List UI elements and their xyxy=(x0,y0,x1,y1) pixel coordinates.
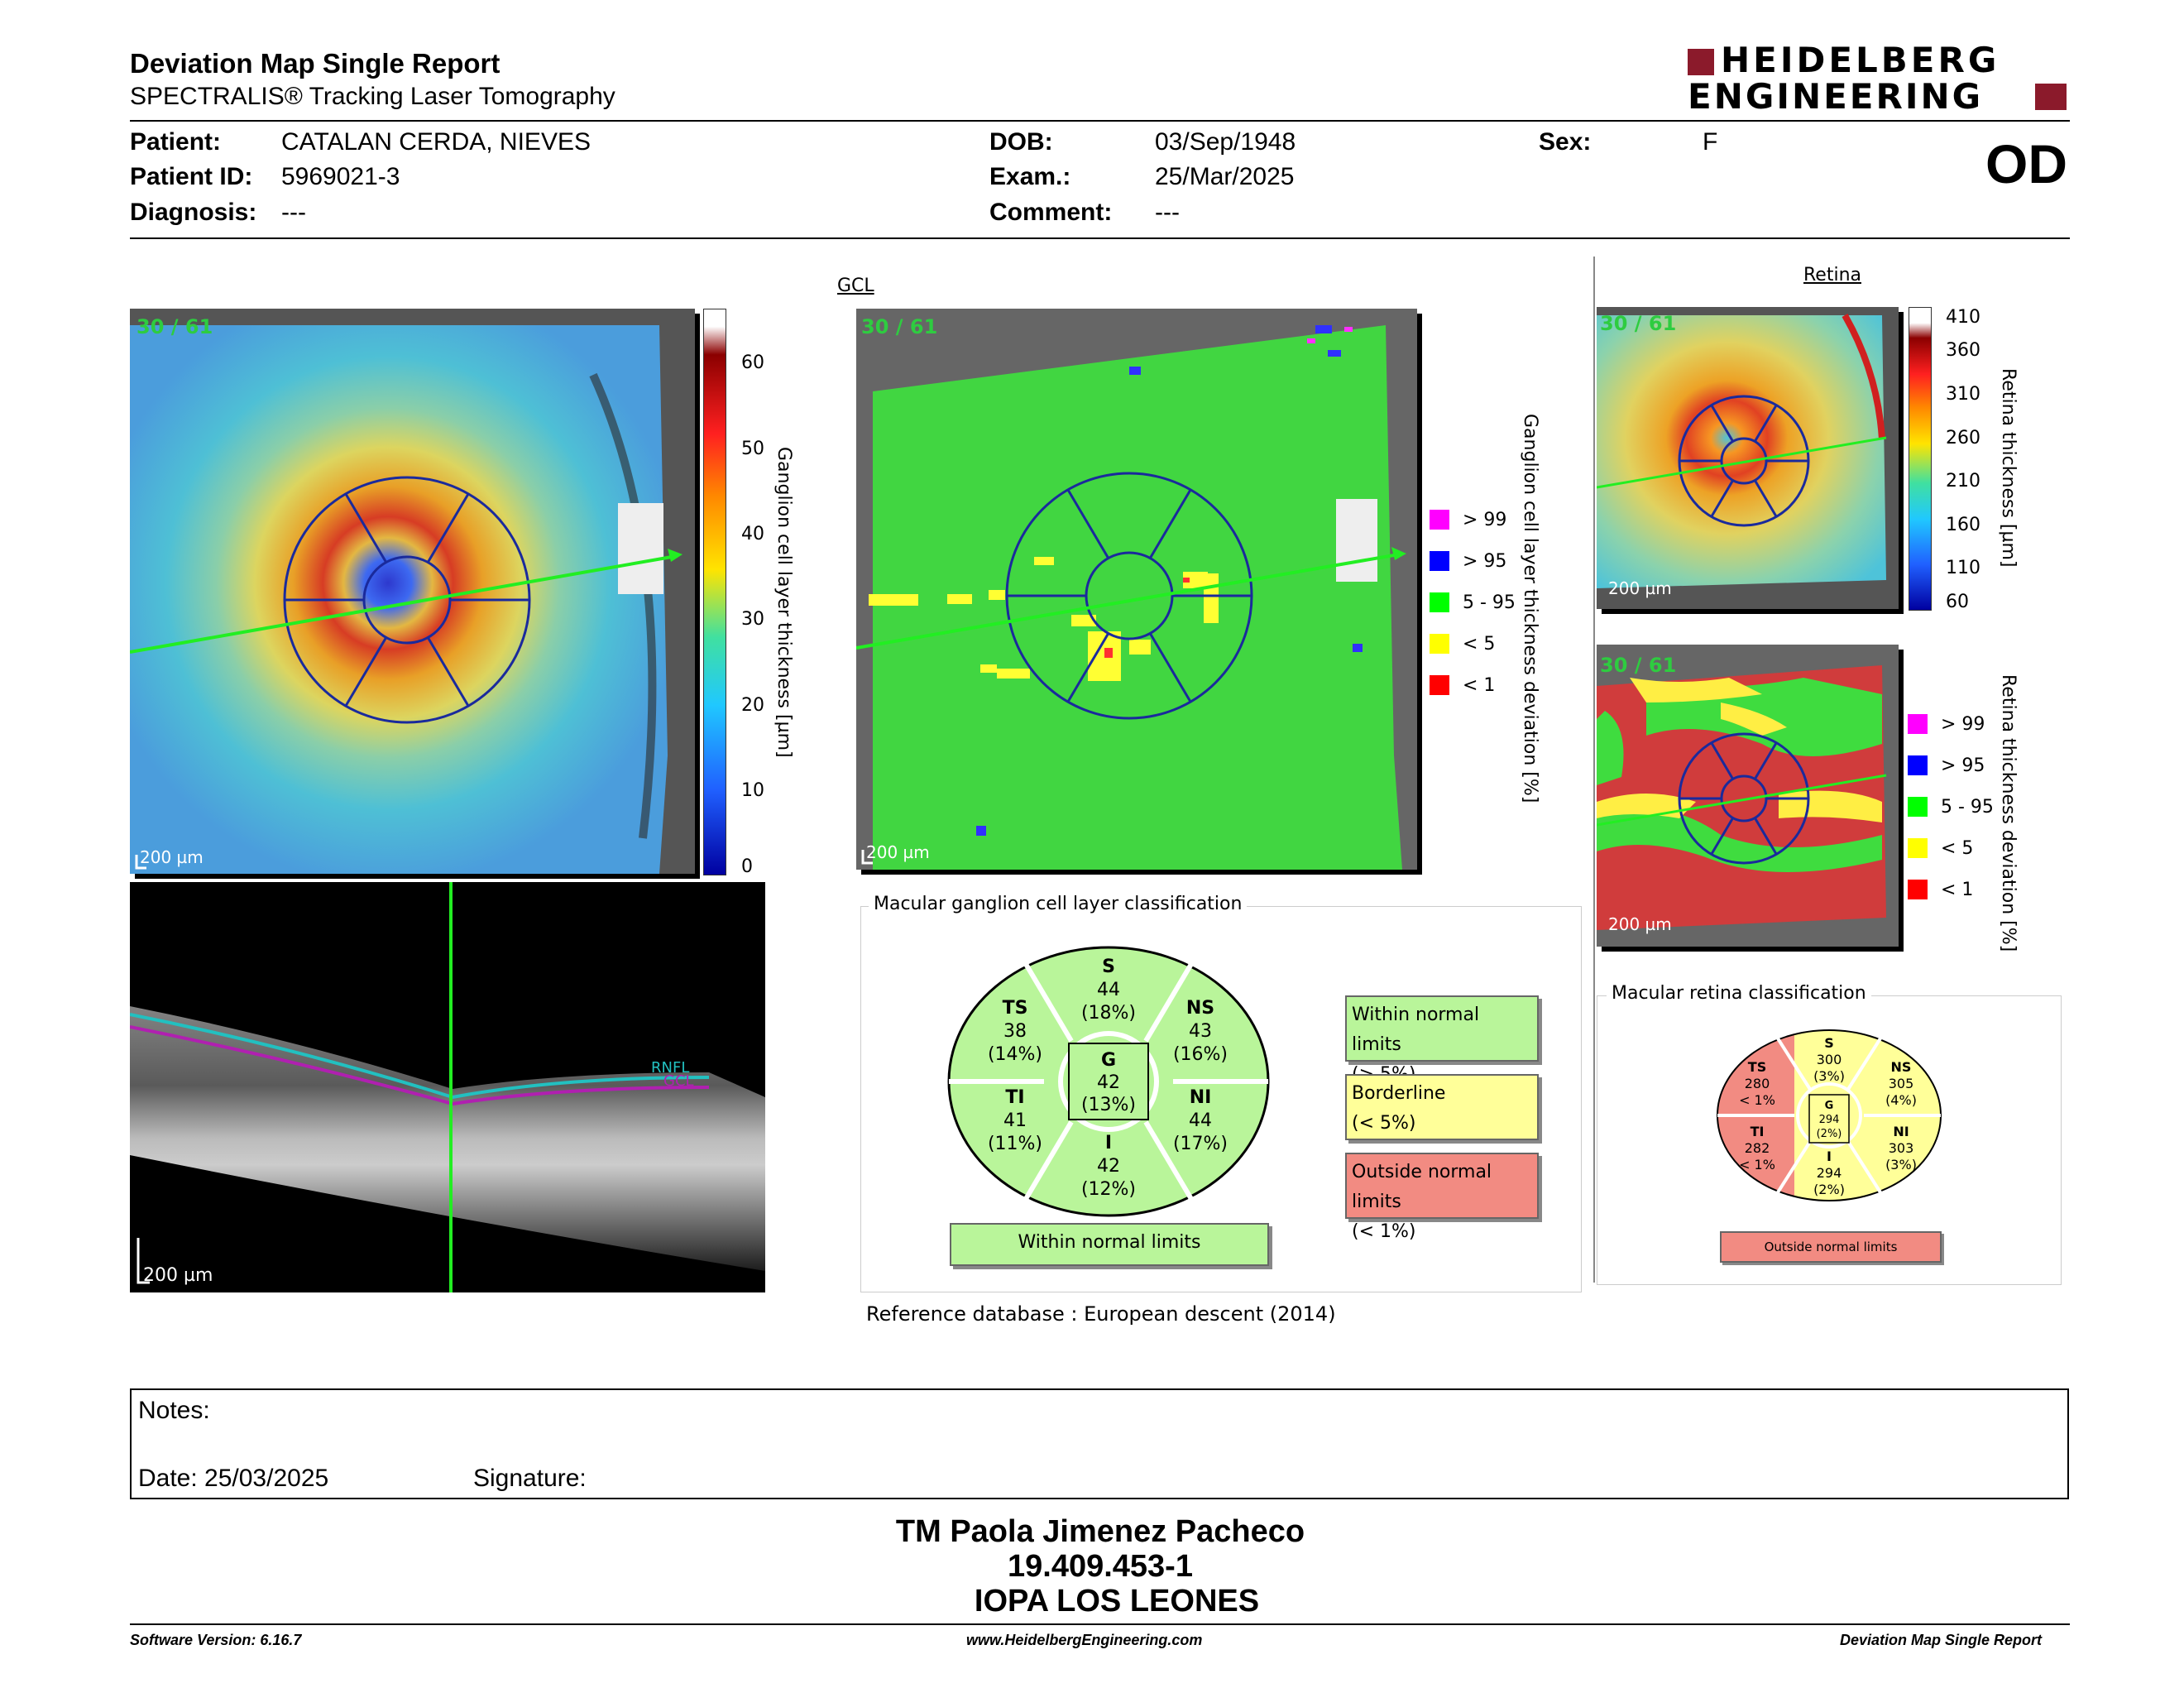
gcl-thickness-image xyxy=(130,309,695,874)
heidelberg-logo xyxy=(1688,40,2068,117)
notes-signature: Signature: xyxy=(473,1465,587,1492)
gcl-sector-s-value: 44 xyxy=(1097,980,1120,1000)
key-borderline xyxy=(1345,1074,1539,1140)
ret-sector-ts-value: 280 xyxy=(1744,1076,1770,1091)
gcl-deviation-map[interactable] xyxy=(856,309,1417,870)
legend-swatch xyxy=(1430,592,1449,612)
gcl-sector-ti-pct: (11%) xyxy=(987,1134,1043,1154)
patient-label: Patient: xyxy=(130,128,222,156)
legend-label: < 5 xyxy=(1941,837,1974,859)
legend-swatch xyxy=(1908,714,1928,734)
gcl-sector-i-name: I xyxy=(1104,1133,1113,1153)
gcl-sector-ns-pct: (16%) xyxy=(1172,1044,1228,1065)
signer-institution: IOPA LOS LEONES xyxy=(974,1584,1260,1618)
logo-line-1: HEIDELBERG xyxy=(1721,40,2000,80)
ret-sector-ns-name: NS xyxy=(1890,1059,1912,1075)
report-subtitle: SPECTRALIS® Tracking Laser Tomography xyxy=(130,83,615,110)
signer-rut: 19.409.453-1 xyxy=(1008,1549,1193,1584)
legend-label: > 99 xyxy=(1463,509,1507,530)
retina-thick-scale: 200 µm xyxy=(1608,578,1672,598)
retina-thick-tag: 30 / 61 xyxy=(1600,312,1677,335)
retina-classification-title: Macular retina classification xyxy=(1607,983,1871,1004)
key-outside-line1: Outside normal limits xyxy=(1352,1162,1492,1212)
ret-sector-s-value: 300 xyxy=(1816,1052,1842,1067)
retina-thickness-map[interactable] xyxy=(1597,307,1899,609)
ret-sector-ni-pct: (3%) xyxy=(1885,1157,1917,1172)
legend-label: > 95 xyxy=(1941,755,1985,776)
ret-sector-s-pct: (3%) xyxy=(1813,1068,1845,1084)
retina-deviation-map[interactable] xyxy=(1597,645,1899,947)
comment-label: Comment: xyxy=(989,199,1113,226)
website-link[interactable]: www.HeidelbergEngineering.com xyxy=(966,1632,1203,1648)
signer-name: TM Paola Jimenez Pacheco xyxy=(895,1514,1305,1549)
legend-swatch xyxy=(1908,797,1928,817)
ret-sector-g-pct: (2%) xyxy=(1816,1128,1842,1140)
retina-dev-axis-label: Retina thickness deviation [%] xyxy=(1998,674,2019,952)
legend-row xyxy=(1430,499,1516,540)
legend-label: 5 - 95 xyxy=(1941,796,1994,818)
retina-thickness-image xyxy=(1597,307,1899,609)
ret-sector-ni-name: NI xyxy=(1893,1124,1909,1139)
retina-panel-title: Retina xyxy=(1803,265,1861,285)
ret-sector-i-pct: (2%) xyxy=(1813,1182,1845,1197)
ret-sector-ti-value: 282 xyxy=(1744,1140,1770,1156)
ret-sector-i-value: 294 xyxy=(1816,1165,1842,1181)
gcl-thick-tick: 30 xyxy=(741,609,764,630)
patient-id-label: Patient ID: xyxy=(130,163,253,190)
legend-swatch xyxy=(1430,510,1449,530)
header-rule xyxy=(130,120,2070,122)
retina-thick-tick: 110 xyxy=(1946,558,1980,578)
logo-line-2: ENGINEERING xyxy=(1688,76,1984,117)
gcl-sector-g-name: G xyxy=(1100,1050,1117,1071)
legend-label: < 1 xyxy=(1941,879,1974,900)
ret-sector-s-name: S xyxy=(1824,1035,1834,1051)
key-within-normal xyxy=(1345,995,1539,1062)
gcl-sector-ti-name: TI xyxy=(1005,1087,1025,1108)
rnfl-label: RNFL xyxy=(651,1059,690,1077)
gcl-sector-ni-value: 44 xyxy=(1189,1110,1212,1131)
diagnosis-label: Diagnosis: xyxy=(130,199,257,226)
reference-database: Reference database : European descent (2014) xyxy=(866,1302,1336,1326)
key-borderline-line2: (< 5%) xyxy=(1352,1113,1416,1134)
legend-row xyxy=(1430,664,1516,706)
patient-name: CATALAN CERDA, NIEVES xyxy=(281,128,591,156)
gcl-dev-tag: 30 / 61 xyxy=(861,315,938,338)
footer-report-name: Deviation Map Single Report xyxy=(1840,1632,2043,1648)
retina-thick-tick: 260 xyxy=(1946,428,1980,448)
footer-rule xyxy=(130,1623,2070,1625)
legend-row xyxy=(1908,703,1994,745)
gcl-sector-ns-value: 43 xyxy=(1189,1021,1212,1042)
legend-label: 5 - 95 xyxy=(1463,592,1516,613)
oct-bscan[interactable] xyxy=(130,882,765,1292)
gcl-sector-ns-name: NS xyxy=(1185,998,1215,1019)
software-version: Software Version: 6.16.7 xyxy=(130,1632,302,1648)
gcl-sector-ti-value: 41 xyxy=(1003,1110,1027,1131)
legend-swatch xyxy=(1430,675,1449,695)
retina-thick-tick: 60 xyxy=(1946,592,1969,612)
bscan-image xyxy=(130,882,765,1292)
gcl-thickness-map[interactable] xyxy=(130,309,695,874)
legend-swatch xyxy=(1430,634,1449,654)
dob-value: 03/Sep/1948 xyxy=(1155,128,1296,156)
retina-thick-tick: 310 xyxy=(1946,384,1980,405)
gcl-thick-tick: 20 xyxy=(741,695,764,716)
retina-thick-tick: 360 xyxy=(1946,340,1980,361)
legend-row xyxy=(1908,786,1994,827)
gcl-thick-scale: 200 µm xyxy=(140,847,204,867)
gcl-dev-legend xyxy=(1430,499,1516,706)
gcl-thick-tag: 30 / 61 xyxy=(136,315,213,338)
legend-label: > 99 xyxy=(1941,713,1985,735)
ret-sector-ts-name: TS xyxy=(1747,1059,1767,1075)
gcl-thick-tick: 40 xyxy=(741,524,764,544)
patient-id: 5969021-3 xyxy=(281,163,400,190)
ret-sector-i-name: I xyxy=(1827,1149,1832,1164)
retina-deviation-image xyxy=(1597,645,1899,947)
gcl-sector-s-pct: (18%) xyxy=(1080,1003,1137,1024)
retina-dev-tag: 30 / 61 xyxy=(1600,654,1677,677)
legend-row xyxy=(1430,623,1516,664)
exam-label: Exam.: xyxy=(989,163,1071,190)
gcl-sector-i-value: 42 xyxy=(1097,1156,1120,1177)
legend-label: < 1 xyxy=(1463,674,1496,696)
legend-row xyxy=(1908,745,1994,786)
ret-sector-ni-value: 303 xyxy=(1888,1140,1914,1156)
gcl-thick-tick: 0 xyxy=(741,856,753,877)
key-borderline-line1: Borderline xyxy=(1352,1083,1446,1104)
gcl-thick-axis-label: Ganglion cell layer thickness [µm] xyxy=(774,447,794,758)
retina-thick-colorbar xyxy=(1909,307,1932,611)
dob-label: DOB: xyxy=(989,128,1053,156)
legend-swatch xyxy=(1908,838,1928,858)
patient-rule xyxy=(130,237,2070,239)
gcl-sector-ts-value: 38 xyxy=(1003,1021,1027,1042)
logo-block-left xyxy=(1688,49,1714,75)
ret-sector-ns-value: 305 xyxy=(1888,1076,1914,1091)
notes-box[interactable] xyxy=(130,1388,2069,1499)
eye-label: OD xyxy=(1985,133,2067,194)
column-divider xyxy=(1593,257,1595,1283)
key-outside-line2: (< 1%) xyxy=(1352,1221,1416,1242)
legend-row xyxy=(1430,582,1516,623)
report-title: Deviation Map Single Report xyxy=(130,48,500,79)
notes-label: Notes: xyxy=(138,1397,210,1424)
gcl-sector-ts-pct: (14%) xyxy=(987,1044,1043,1065)
retina-sector-chart xyxy=(1716,1029,1942,1202)
bscan-scale: 200 µm xyxy=(143,1265,213,1286)
gcl-thick-tick: 50 xyxy=(741,439,764,459)
retina-dev-legend xyxy=(1908,703,1994,910)
ret-sector-ti-pct: < 1% xyxy=(1739,1157,1775,1172)
notes-date: Date: 25/03/2025 xyxy=(138,1465,329,1492)
exam-value: 25/Mar/2025 xyxy=(1155,163,1295,190)
retina-thick-tick: 210 xyxy=(1946,471,1980,492)
gcl-thick-colorbar xyxy=(703,309,726,875)
gcl-sector-ni-name: NI xyxy=(1189,1087,1212,1108)
ret-sector-ts-pct: < 1% xyxy=(1739,1092,1775,1108)
ret-sector-g-value: 294 xyxy=(1818,1114,1840,1126)
gcl-sector-g-pct: (13%) xyxy=(1080,1095,1137,1115)
diagnosis-value: --- xyxy=(281,199,306,226)
ret-sector-g-name: G xyxy=(1824,1100,1834,1112)
ret-sector-ns-pct: (4%) xyxy=(1885,1092,1917,1108)
legend-swatch xyxy=(1908,755,1928,775)
legend-swatch xyxy=(1908,880,1928,899)
gcl-sector-i-pct: (12%) xyxy=(1080,1179,1137,1200)
key-outside-normal xyxy=(1345,1153,1539,1242)
retina-thick-tick: 160 xyxy=(1946,515,1980,535)
gcl-thick-tick: 10 xyxy=(741,780,764,801)
gcl-result-badge: Within normal limits xyxy=(950,1223,1269,1266)
comment-value: --- xyxy=(1155,199,1180,226)
legend-label: > 95 xyxy=(1463,550,1507,572)
retina-dev-scale: 200 µm xyxy=(1608,914,1672,934)
gcl-deviation-image xyxy=(856,309,1417,870)
retina-thick-axis-label: Retina thickness [µm] xyxy=(1998,368,2019,568)
ret-sector-ti-name: TI xyxy=(1750,1124,1765,1139)
sex-value: F xyxy=(1703,128,1718,156)
gcl-dev-axis-label: Ganglion cell layer thickness deviation [%] xyxy=(1520,414,1540,803)
gcl-sector-ni-pct: (17%) xyxy=(1172,1134,1228,1154)
logo-block-right xyxy=(2035,84,2067,110)
sex-label: Sex: xyxy=(1539,128,1592,156)
gcl-layer-label: GCL xyxy=(663,1072,694,1090)
gcl-sector-s-name: S xyxy=(1102,957,1115,977)
legend-row xyxy=(1908,827,1994,869)
legend-row xyxy=(1908,869,1994,910)
gcl-sector-chart xyxy=(947,946,1270,1217)
legend-swatch xyxy=(1430,551,1449,571)
gcl-classification-title: Macular ganglion cell layer classification xyxy=(869,894,1247,914)
key-within-line1: Within normal limits xyxy=(1352,1005,1480,1055)
legend-label: < 5 xyxy=(1463,633,1496,655)
gcl-panel-title: GCL xyxy=(837,276,874,296)
legend-row xyxy=(1430,540,1516,582)
gcl-dev-scale: 200 µm xyxy=(866,842,930,862)
retina-thick-tick: 410 xyxy=(1946,307,1980,328)
gcl-thick-tick: 60 xyxy=(741,352,764,373)
gcl-sector-ts-name: TS xyxy=(1002,998,1028,1019)
gcl-sector-g-value: 42 xyxy=(1097,1072,1120,1093)
retina-result-badge: Outside normal limits xyxy=(1720,1231,1942,1263)
